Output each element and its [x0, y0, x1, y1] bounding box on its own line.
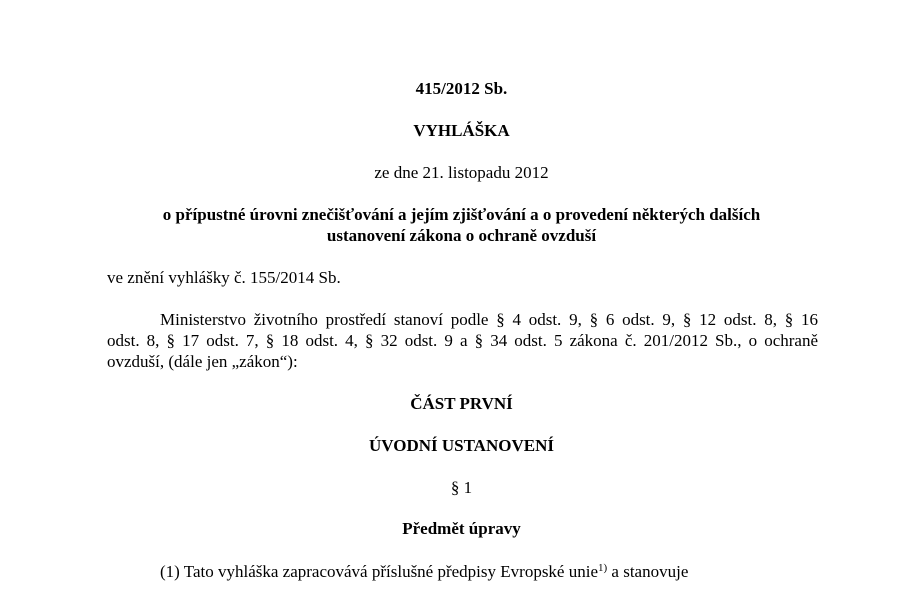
issue-date: ze dne 21. listopadu 2012	[374, 163, 549, 182]
paragraph-1-continuation: a stanovuje	[607, 562, 689, 581]
footnote-reference[interactable]: 1)	[598, 562, 608, 574]
section-number: § 1	[450, 478, 473, 497]
amendment-note: ve znění vyhlášky č. 155/2014 Sb.	[107, 268, 341, 287]
preamble-line-2: odst. 8, § 17 odst. 7, § 18 odst. 4, § 32 odst. 9 a § 34 odst. 5 zákona č. 201/2012 Sb., o ochraně	[107, 331, 818, 350]
document-type-heading: VYHLÁŠKA	[413, 121, 510, 140]
paragraph-1	[160, 562, 688, 582]
paragraph-1-text: (1) Tato vyhláška zapracovává příslušné předpisy Evropské unie	[160, 562, 598, 581]
part-heading: ČÁST PRVNÍ	[410, 394, 513, 413]
preamble-line-1: Ministerstvo životního prostředí stanoví podle § 4 odst. 9, § 6 odst. 9, § 12 odst. 8, § 16	[160, 310, 818, 329]
section-title: Předmět úpravy	[402, 519, 521, 538]
document-title-line-2: ustanovení zákona o ochraně ovzduší	[326, 226, 597, 245]
preamble-line-3: ovzduší, (dále jen „zákon“):	[107, 352, 298, 371]
regulation-number: 415/2012 Sb.	[415, 79, 508, 98]
document-title-line-1: o přípustné úrovni znečišťování a jejím zjišťování a o provedení některých dalších	[162, 205, 761, 224]
part-title: ÚVODNÍ USTANOVENÍ	[369, 436, 554, 455]
